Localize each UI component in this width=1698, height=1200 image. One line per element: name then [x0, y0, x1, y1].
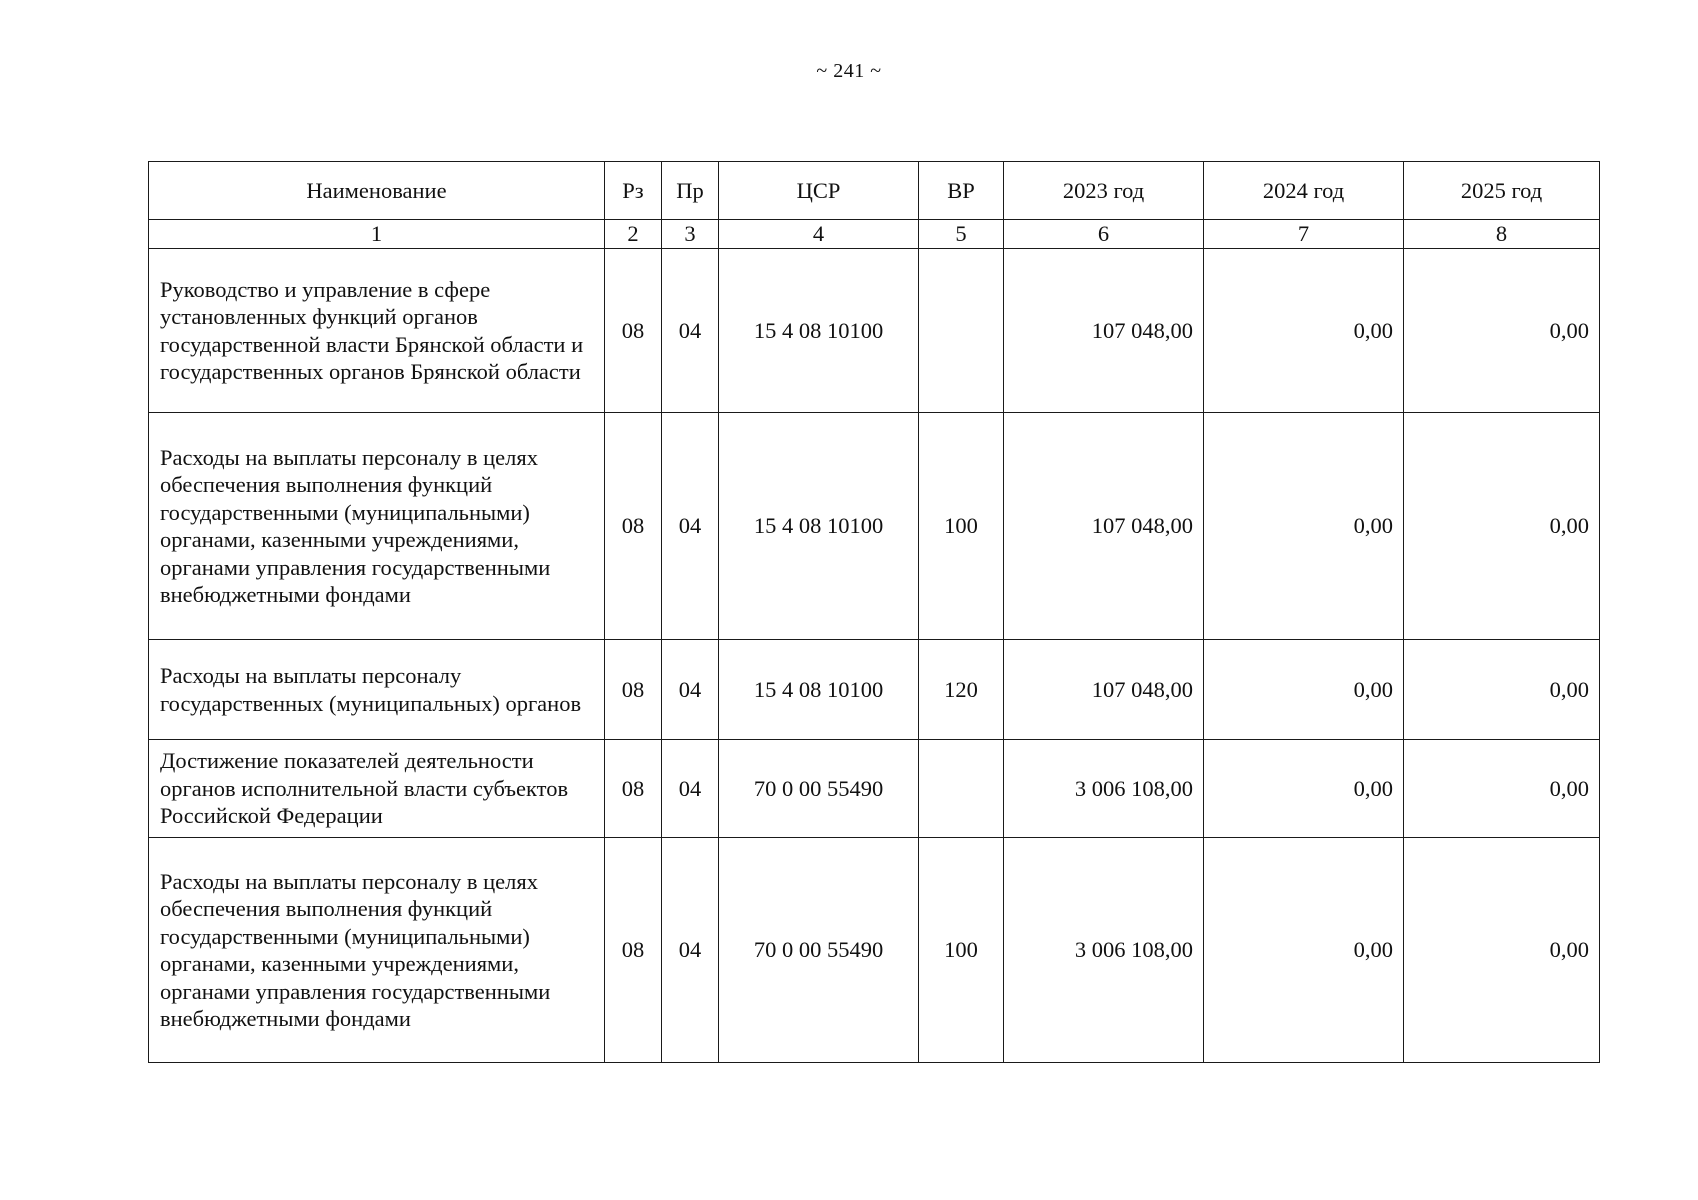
header-row — [149, 162, 1600, 220]
row-vr: 100 — [919, 838, 1004, 1063]
row-pr: 04 — [662, 838, 719, 1063]
row-name: Расходы на выплаты персоналу в целях обеспечения выполнения функций государственными (муниципальными) органами, казенными учреждениями, органами управления государственными внебюджетными фондами — [149, 413, 605, 640]
row-vr — [919, 740, 1004, 838]
row-2024: 0,00 — [1204, 838, 1404, 1063]
header-vr: ВР — [919, 162, 1004, 220]
header-2023: 2023 год — [1004, 162, 1204, 220]
row-2024: 0,00 — [1204, 249, 1404, 413]
column-number: 2 — [605, 220, 662, 249]
row-rz: 08 — [605, 740, 662, 838]
row-2025: 0,00 — [1404, 249, 1600, 413]
table-row — [149, 413, 1600, 640]
row-2023: 107 048,00 — [1004, 249, 1204, 413]
column-number: 1 — [149, 220, 605, 249]
row-2025: 0,00 — [1404, 413, 1600, 640]
row-pr: 04 — [662, 640, 719, 740]
column-number: 3 — [662, 220, 719, 249]
row-csr: 15 4 08 10100 — [719, 640, 919, 740]
row-rz: 08 — [605, 838, 662, 1063]
row-csr: 15 4 08 10100 — [719, 413, 919, 640]
row-pr: 04 — [662, 249, 719, 413]
row-2025: 0,00 — [1404, 740, 1600, 838]
row-2024: 0,00 — [1204, 413, 1404, 640]
row-csr: 70 0 00 55490 — [719, 740, 919, 838]
row-pr: 04 — [662, 740, 719, 838]
row-name: Расходы на выплаты персоналу государственных (муниципальных) органов — [149, 640, 605, 740]
column-number: 4 — [719, 220, 919, 249]
table-row — [149, 640, 1600, 740]
column-number: 7 — [1204, 220, 1404, 249]
header-2025: 2025 год — [1404, 162, 1600, 220]
page-number: ~ 241 ~ — [816, 60, 882, 82]
column-number: 5 — [919, 220, 1004, 249]
header-rz: Рз — [605, 162, 662, 220]
row-vr — [919, 249, 1004, 413]
row-csr: 15 4 08 10100 — [719, 249, 919, 413]
row-name: Достижение показателей деятельности органов исполнительной власти субъектов Российской Федерации — [149, 740, 605, 838]
row-2023: 107 048,00 — [1004, 413, 1204, 640]
row-rz: 08 — [605, 413, 662, 640]
row-2025: 0,00 — [1404, 838, 1600, 1063]
row-2023: 107 048,00 — [1004, 640, 1204, 740]
column-number: 6 — [1004, 220, 1204, 249]
column-number-row — [149, 220, 1600, 249]
table-row — [149, 838, 1600, 1063]
header-2024: 2024 год — [1204, 162, 1404, 220]
row-rz: 08 — [605, 249, 662, 413]
row-2023: 3 006 108,00 — [1004, 740, 1204, 838]
row-2025: 0,00 — [1404, 640, 1600, 740]
header-name: Наименование — [149, 162, 605, 220]
row-2023: 3 006 108,00 — [1004, 838, 1204, 1063]
table-row — [149, 740, 1600, 838]
row-2024: 0,00 — [1204, 740, 1404, 838]
column-number: 8 — [1404, 220, 1600, 249]
table-row — [149, 249, 1600, 413]
budget-table — [148, 161, 1600, 1063]
row-vr: 120 — [919, 640, 1004, 740]
row-pr: 04 — [662, 413, 719, 640]
row-name: Расходы на выплаты персоналу в целях обеспечения выполнения функций государственными (муниципальными) органами, казенными учреждениями, органами управления государственными внебюджетными фондами — [149, 838, 605, 1063]
row-name: Руководство и управление в сфере установленных функций органов государственной власти Брянской области и государственных органов Брянской области — [149, 249, 605, 413]
row-2024: 0,00 — [1204, 640, 1404, 740]
row-csr: 70 0 00 55490 — [719, 838, 919, 1063]
header-pr: Пр — [662, 162, 719, 220]
row-vr: 100 — [919, 413, 1004, 640]
row-rz: 08 — [605, 640, 662, 740]
header-csr: ЦСР — [719, 162, 919, 220]
